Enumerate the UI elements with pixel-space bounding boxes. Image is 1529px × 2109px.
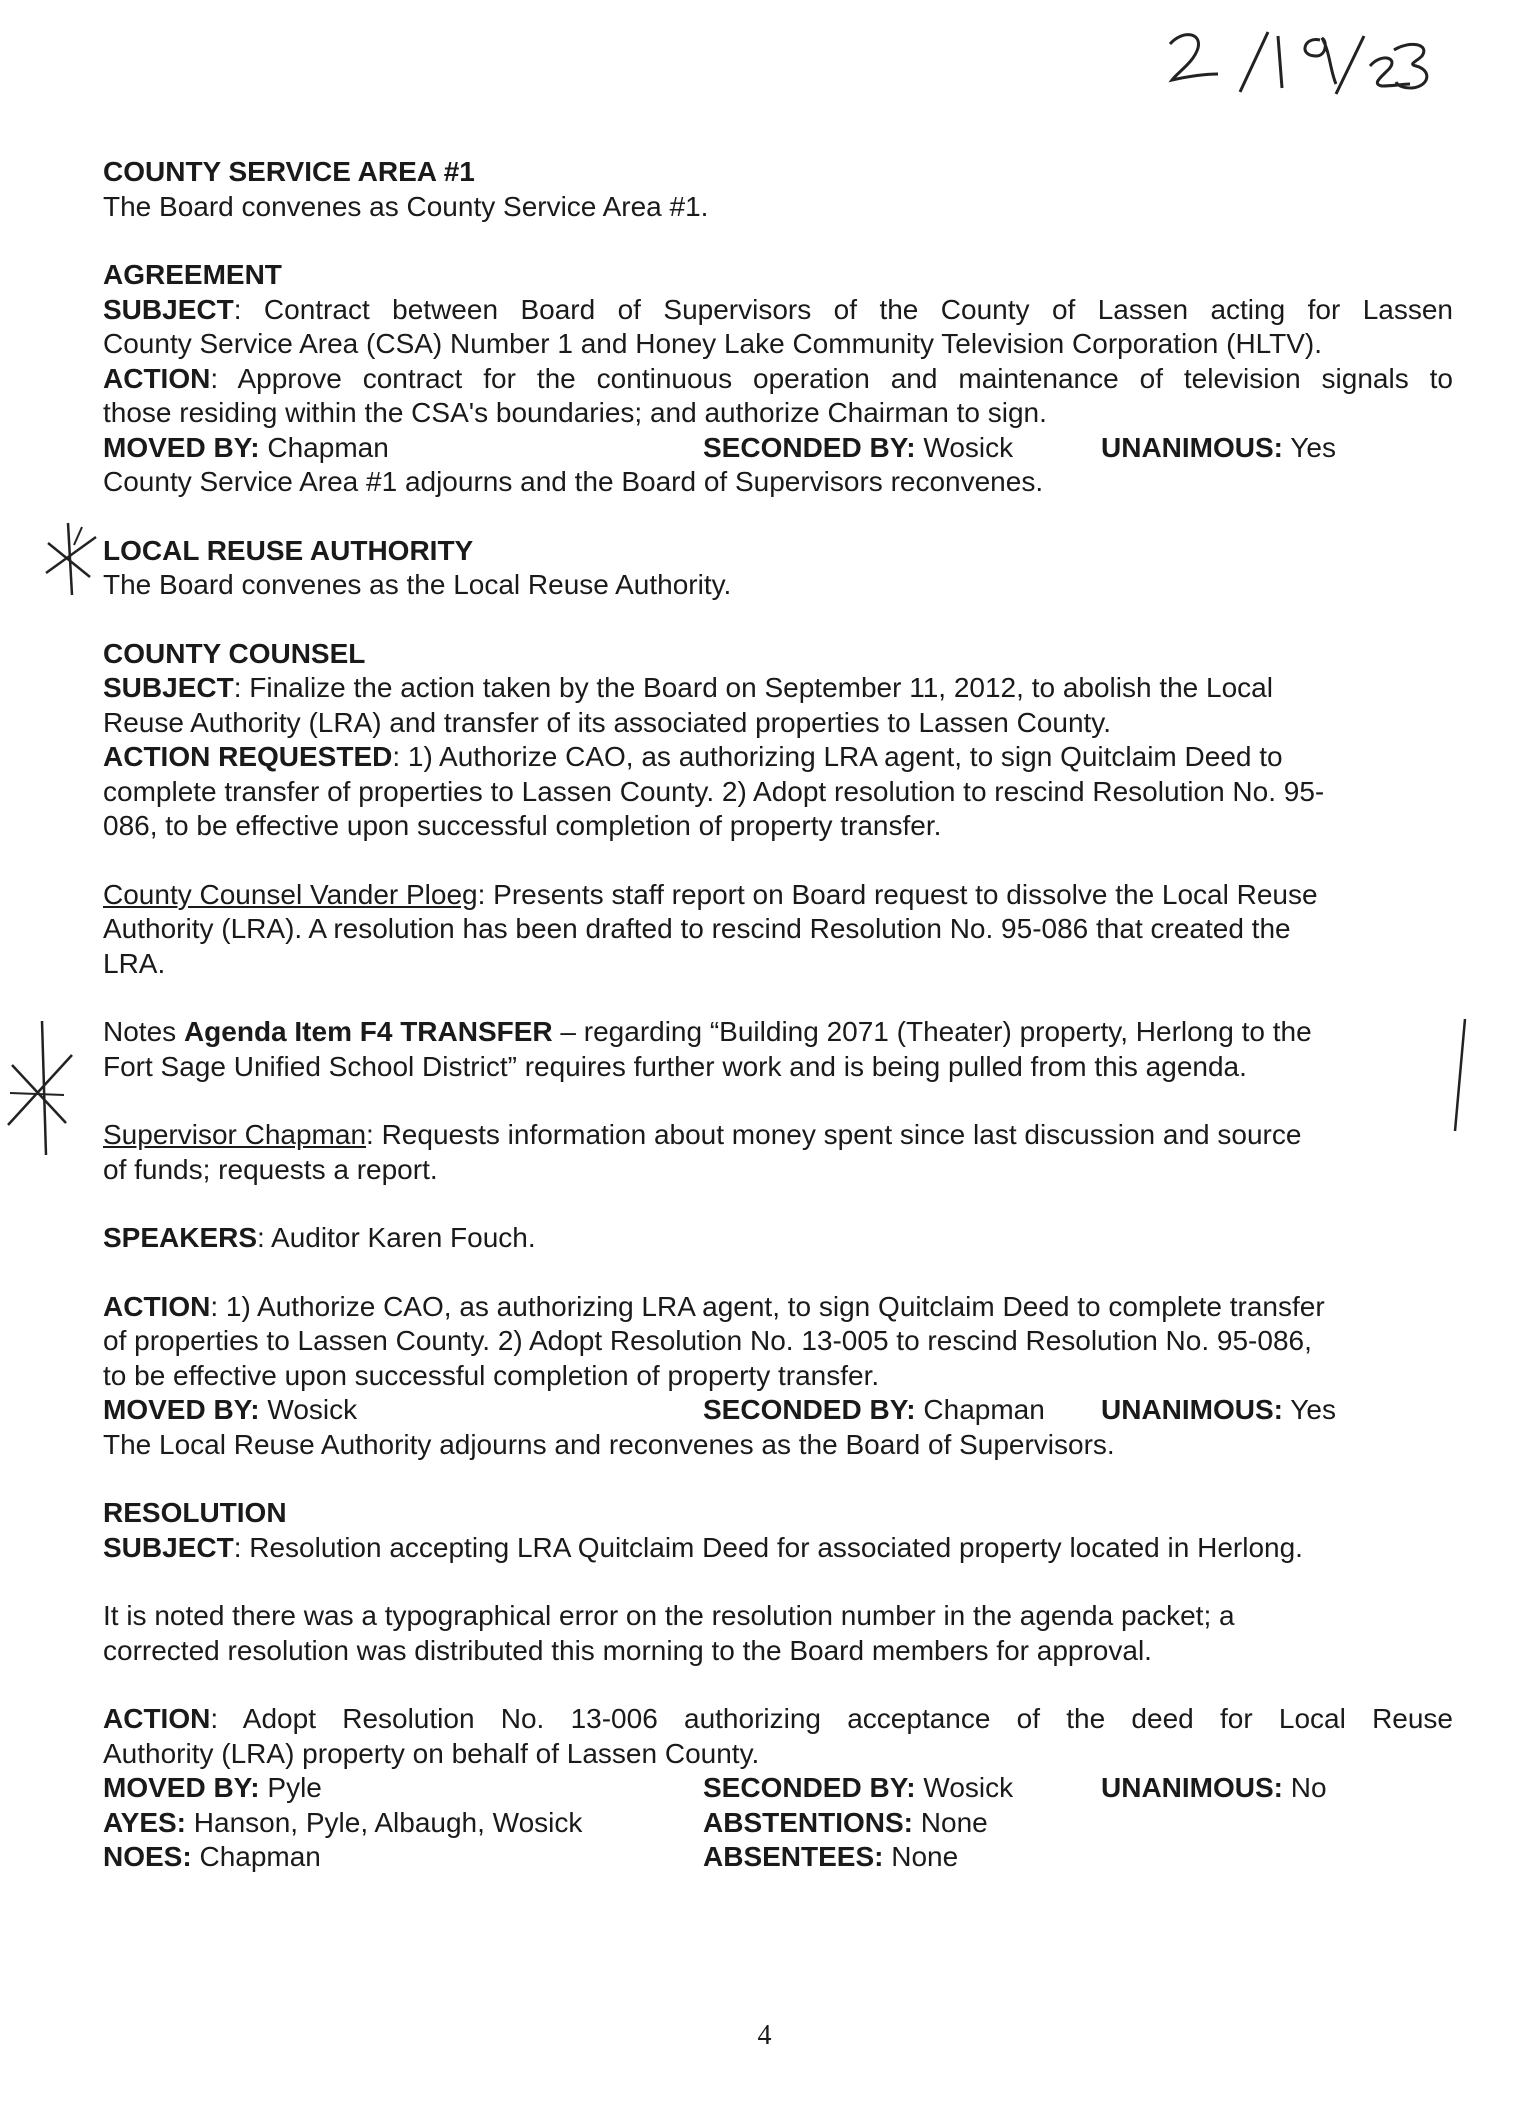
label: SUBJECT [103, 672, 234, 703]
subsection-heading: COUNTY COUNSEL [103, 637, 366, 669]
minutes-body [103, 155, 1453, 1875]
text-line: LRA. [103, 947, 166, 979]
vote-row [103, 1771, 1453, 1806]
seconded-by-value: Wosick [923, 1772, 1014, 1803]
seconded-by-value: Wosick [923, 431, 1014, 463]
action-line [103, 362, 1453, 397]
text: : Auditor Karen Fouch. [257, 1222, 536, 1253]
text-line: complete transfer of properties to Lassen County. 2) Adopt resolution to rescind Resolution No. 95- [103, 775, 1325, 807]
seconded-by-label: SECONDED BY: [703, 1772, 916, 1803]
text-line: Fort Sage Unified School District” requires further work and is being pulled from this agenda. [103, 1050, 1247, 1082]
page-number: 4 [757, 2020, 772, 2051]
text-line: of properties to Lassen County. 2) Adopt Resolution No. 13-005 to rescind Resolution No. 95-086, [103, 1325, 1312, 1356]
text-line: Authority (LRA) property on behalf of Lassen County. [103, 1737, 760, 1769]
unanimous-value: Yes [1290, 1394, 1336, 1425]
text-line: 086, to be effective upon successful completion of property transfer. [103, 810, 942, 841]
text-line: corrected resolution was distributed this morning to the Board members for approval. [103, 1634, 1152, 1666]
label: ACTION REQUESTED [103, 741, 393, 772]
text-line: It is noted there was a typographical error on the resolution number in the agenda packet; a [103, 1600, 1235, 1631]
text: : Resolution accepting LRA Quitclaim Deed for associated property located in Herlong. [233, 1531, 1303, 1563]
label: ACTION [103, 362, 211, 394]
paragraph: The Board convenes as County Service Area #1. [103, 190, 709, 222]
section-heading: LOCAL REUSE AUTHORITY [103, 534, 474, 566]
text-line: County Service Area (CSA) Number 1 and Honey Lake Community Television Corporation (HLTV). [103, 328, 1323, 359]
label: SUBJECT [103, 1531, 234, 1563]
moved-by-label: MOVED BY: [103, 1772, 260, 1803]
subject-line [103, 1531, 1453, 1566]
unanimous-value: No [1290, 1772, 1327, 1803]
noes-value: Chapman [199, 1841, 321, 1872]
paragraph: The Board convenes as the Local Reuse Authority. [103, 569, 732, 600]
paragraph: The Local Reuse Authority adjourns and reconvenes as the Board of Supervisors. [103, 1428, 1115, 1460]
unanimous-value: Yes [1290, 431, 1336, 463]
moved-by-value: Chapman [267, 431, 389, 463]
vote-row [103, 1393, 1453, 1428]
agenda-item: Agenda Item F4 TRANSFER [183, 1016, 553, 1047]
vote-row [103, 1840, 1453, 1875]
unanimous-label: UNANIMOUS: [1101, 1394, 1283, 1425]
section-heading: RESOLUTION [103, 1497, 287, 1528]
moved-by-value: Wosick [267, 1394, 358, 1425]
handwritten-asterisk-mark [2, 1015, 82, 1160]
text: : 1) Authorize CAO, as authorizing LRA agent, to sign Quitclaim Deed to [392, 741, 1283, 772]
label: ACTION [103, 1703, 211, 1734]
subject-line [103, 293, 1453, 328]
section-heading: COUNTY SERVICE AREA #1 [103, 156, 475, 187]
action-line [103, 1290, 1453, 1325]
subsection-heading: AGREEMENT [103, 259, 282, 290]
text: : Approve contract for the continuous operation and maintenance of television signals to [210, 362, 1453, 394]
notes-line [103, 1015, 1453, 1050]
moved-by-value: Pyle [267, 1772, 322, 1803]
speaker-name: County Counsel Vander Ploeg [103, 878, 478, 910]
moved-by-label: MOVED BY: [103, 431, 260, 463]
unanimous-label: UNANIMOUS: [1101, 1772, 1283, 1803]
handwritten-asterisk-mark [38, 515, 108, 600]
text-line: Authority (LRA). A resolution has been drafted to rescind Resolution No. 95-086 that created the [103, 913, 1291, 944]
paragraph: County Service Area #1 adjourns and the Board of Supervisors reconvenes. [103, 466, 1044, 497]
text: : 1) Authorize CAO, as authorizing LRA agent, to sign Quitclaim Deed to complete transfer [210, 1290, 1325, 1322]
label: SUBJECT [103, 293, 234, 325]
noes-label: NOES: [103, 1841, 192, 1872]
text: Notes [103, 1016, 184, 1047]
absentees-label: ABSENTEES: [703, 1841, 884, 1872]
action-requested-line [103, 740, 1453, 775]
unanimous-label: UNANIMOUS: [1101, 431, 1283, 463]
subject-line [103, 671, 1453, 706]
absentees-value: None [891, 1841, 959, 1872]
text: : Presents staff report on Board request to dissolve the Local Reuse [477, 878, 1318, 910]
seconded-by-label: SECONDED BY: [703, 1394, 916, 1425]
text-line: to be effective upon successful completion of property transfer. [103, 1359, 880, 1391]
vote-row [103, 1806, 1453, 1841]
seconded-by-value: Chapman [923, 1394, 1045, 1425]
moved-by-label: MOVED BY: [103, 1394, 260, 1425]
text: : Contract between Board of Supervisors of the County of Lassen acting for Lassen [233, 293, 1453, 325]
vote-row [103, 431, 1453, 466]
action-line [103, 1702, 1453, 1737]
ayes-value: Hanson, Pyle, Albaugh, Wosick [193, 1806, 583, 1838]
text: : Finalize the action taken by the Board on September 11, 2012, to abolish the Local [233, 672, 1273, 703]
abstentions-label: ABSTENTIONS: [703, 1806, 913, 1838]
text-line: Reuse Authority (LRA) and transfer of its associated properties to Lassen County. [103, 706, 1111, 738]
label: SPEAKERS [103, 1222, 258, 1253]
handwritten-date [1160, 22, 1450, 102]
text-line: those residing within the CSA's boundaries; and authorize Chairman to sign. [103, 397, 1047, 428]
speaker-name: Supervisor Chapman [103, 1119, 367, 1150]
label: ACTION [103, 1290, 211, 1322]
speakers-line [103, 1221, 1453, 1256]
text: : Requests information about money spent since last discussion and source [366, 1119, 1302, 1150]
abstentions-value: None [920, 1806, 988, 1838]
speaker-line [103, 1118, 1453, 1153]
speaker-line [103, 878, 1453, 913]
ayes-label: AYES: [103, 1806, 187, 1838]
text-line: of funds; requests a report. [103, 1153, 438, 1185]
seconded-by-label: SECONDED BY: [703, 431, 916, 463]
text: – regarding “Building 2071 (Theater) property, Herlong to the [552, 1016, 1312, 1047]
text: : Adopt Resolution No. 13-006 authorizing acceptance of the deed for Local Reuse [210, 1703, 1453, 1734]
